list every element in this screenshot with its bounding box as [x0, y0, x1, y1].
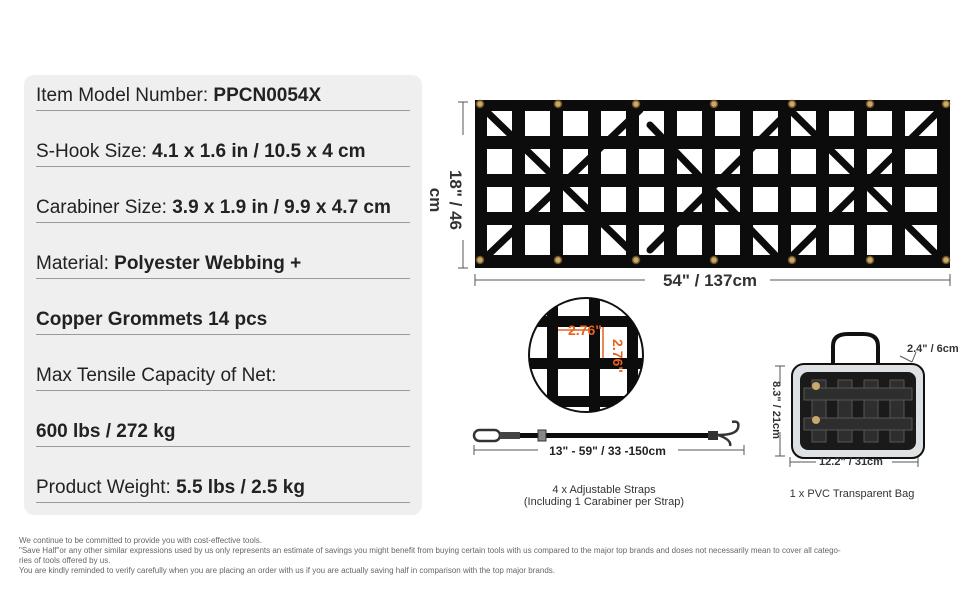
cargo-net-illustration	[430, 90, 970, 300]
spec-card	[24, 75, 422, 515]
strap-length-label: 13" - 59" / 33 -150cm	[549, 444, 666, 458]
bag-caption: 1 x PVC Transparent Bag	[789, 488, 915, 500]
spec-tensile-value: 600 lbs / 272 kg	[36, 421, 410, 447]
spec-model: Item Model Number: PPCN0054X	[36, 85, 410, 111]
spec-weight: Product Weight: 5.5 lbs / 2.5 kg	[36, 477, 410, 503]
strap-caption: 4 x Adjustable Straps (Including 1 Carabiner per Strap)	[523, 484, 685, 508]
mesh-width-label: 2.76"	[568, 322, 602, 338]
bag-handle	[833, 334, 878, 366]
spec-material: Material: Polyester Webbing +	[36, 253, 410, 279]
mesh-detail-illustration	[527, 296, 647, 416]
bag-width-label: 12.2" / 31cm	[819, 456, 883, 468]
mesh-height-label: 2.76"	[610, 339, 626, 373]
bag-depth-label: 2.4" / 6cm	[907, 343, 959, 355]
cargo-net	[475, 100, 950, 268]
spec-grommets: Copper Grommets 14 pcs	[36, 309, 410, 335]
s-hook-icon	[718, 422, 738, 446]
disclaimer: We continue to be committed to provide you with cost-effective tools. "Save Half"or any other similar expressions used by us only represents an estimate of savings you might benefit from buying certain tools with us compared to the major top brands and doses not necessarily mean to cover all catego- ries of tools offered by us. You are kindly reminded to verify carefully when you are placing an order with us if you are actually saving half in comparison with the top major brands.	[19, 536, 841, 575]
carabiner-icon	[474, 430, 500, 441]
bag-height-label: 8.3" / 21cm	[770, 381, 782, 439]
net-width-label: 54" / 137cm	[662, 271, 758, 290]
spec-carabiner-size: Carabiner Size: 3.9 x 1.9 in / 9.9 x 4.7 cm	[36, 197, 410, 223]
spec-s-hook-size: S-Hook Size: 4.1 x 1.6 in / 10.5 x 4 cm	[36, 141, 410, 167]
net-height-label: 18" / 46 cm	[426, 169, 465, 231]
spec-tensile-label: Max Tensile Capacity of Net:	[36, 365, 410, 391]
